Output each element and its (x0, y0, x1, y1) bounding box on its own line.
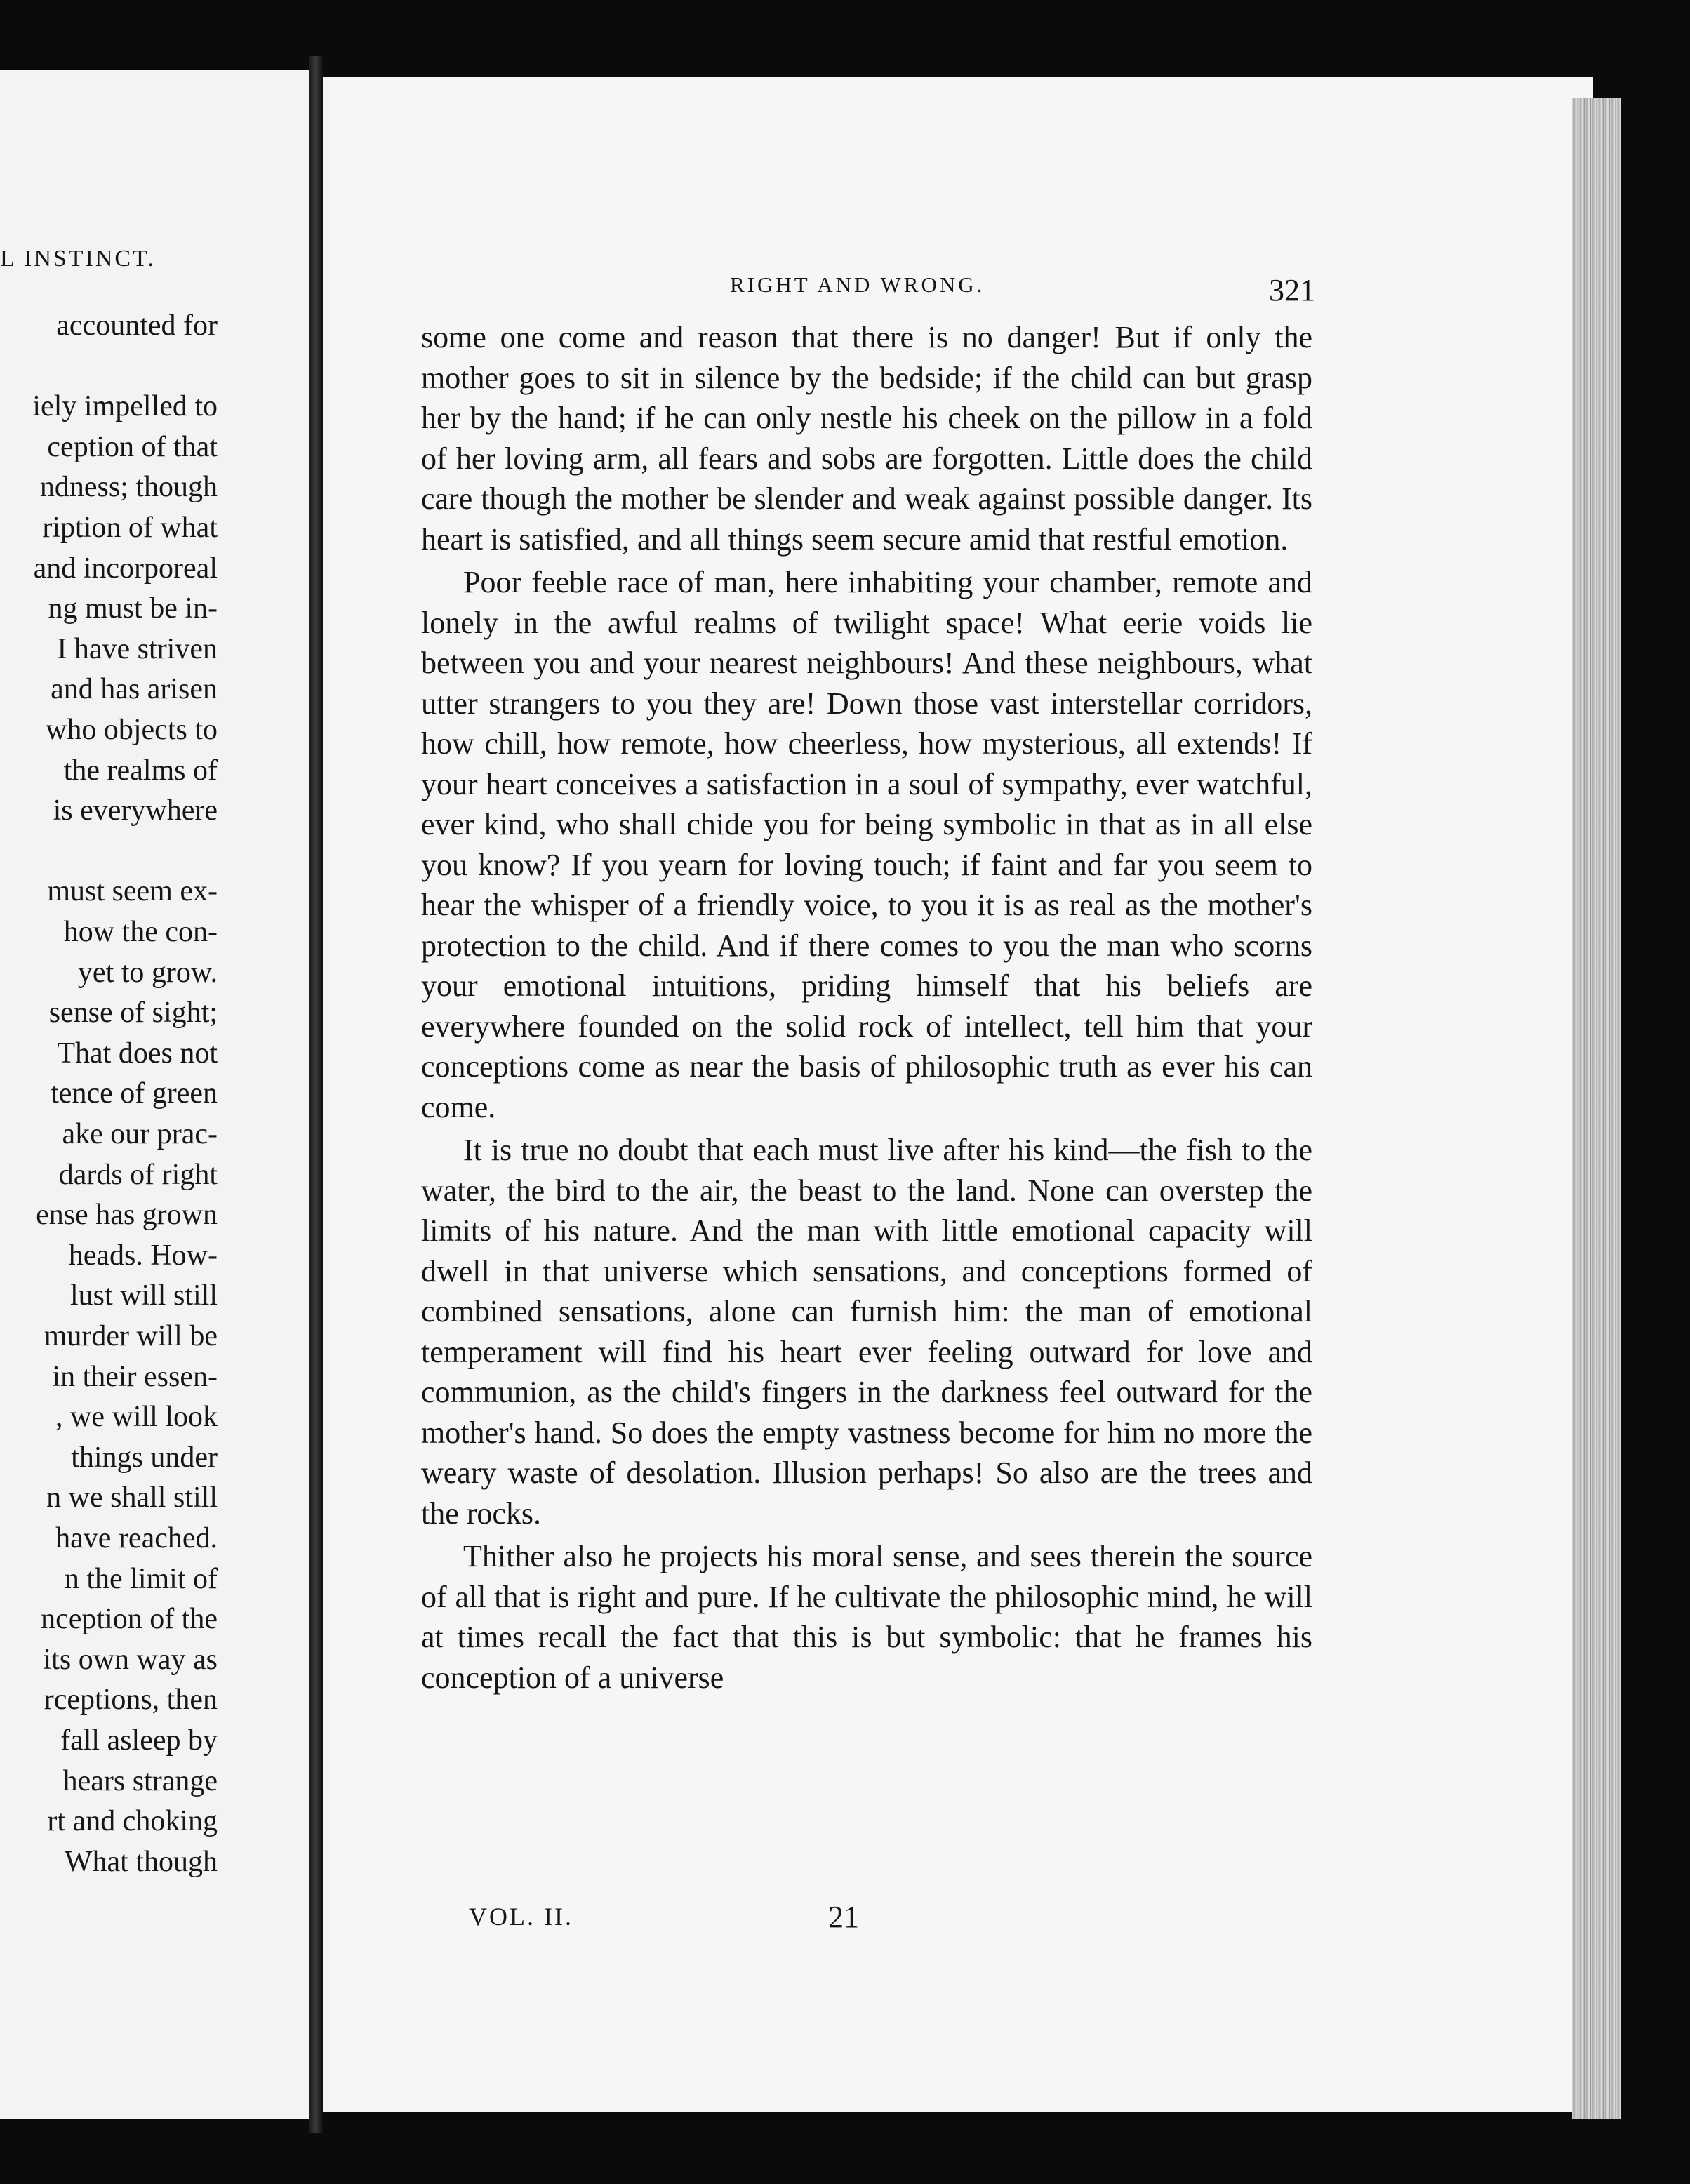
left-page-line: in their essen- (52, 1360, 218, 1393)
left-page-line: ng must be in- (48, 592, 218, 625)
book-gutter (309, 56, 323, 2133)
left-page-line: n the limit of (64, 1562, 218, 1595)
page-edges (1572, 98, 1621, 2119)
paragraph: Thither also he projects his moral sense, and sees therein the source of all that is right and pure. If he cultivate the philosophic mind, he will at times recall the fact that this is but symbolic: that he frames his conception of a universe (421, 1539, 1312, 1695)
left-page-line: must seem ex- (47, 875, 218, 908)
body-text (421, 317, 1312, 1698)
paragraph: some one come and reason that there is no danger! But if only the mother goes to sit in silence by the bedside; if the child can but grasp her by the hand; if he can only nestle his cheek on the pillow in a fold of her loving arm, all fears and sobs are forgotten. Little does the child care though the mother be slender and weak against possible danger. Its heart is satisfied, and all things seem secure amid that restful emotion. (421, 320, 1312, 557)
left-page-line: accounted for (56, 309, 218, 342)
left-page-line: , we will look (55, 1401, 218, 1434)
left-page-line: iely impelled to (32, 390, 218, 423)
left-page-line: n we shall still (46, 1481, 218, 1514)
left-page-line: What though (64, 1845, 218, 1878)
left-page-line: yet to grow. (77, 956, 218, 989)
left-page-line: hears strange (62, 1764, 218, 1797)
paragraph: Poor feeble race of man, here inhabiting your chamber, remote and lonely in the awful realms of twilight space! What eerie voids lie between you and your nearest neighbours! And these neighbours, what utter strangers to you they are! Down those vast interstellar corridors, how chill, how remote, how cheerless, how mysterious, all extends! If your heart conceives a satisfaction in a soul of sympathy, ever watchful, ever kind, who shall chide you for being symbolic in that as in all else you know? If you yearn for loving touch; if faint and far you seem to hear the whisper of a friendly voice, to you it is as real as the mother's protection to the child. And if there comes to you the man who scorns your emotional intuitions, priding himself that his beliefs are everywhere founded on the solid rock of intellect, tell him that your conceptions come as near the basis of philosophic truth as ever his can come. (421, 565, 1312, 1124)
left-page-line: and incorporeal (33, 552, 218, 585)
left-page-line: fall asleep by (60, 1724, 218, 1757)
left-page-line: rt and choking (47, 1805, 218, 1838)
left-page-line: and has arisen (51, 673, 218, 706)
left-page-line: rceptions, then (44, 1684, 218, 1717)
left-page-line: the realms of (63, 754, 218, 787)
left-page-line: is everywhere (53, 794, 218, 827)
left-page (0, 70, 309, 2119)
left-page-line: ense has grown (36, 1199, 218, 1232)
folio-number: 21 (828, 1900, 859, 1934)
left-page-line: heads. How- (68, 1239, 218, 1272)
paragraph: It is true no doubt that each must live after his kind—the fish to the water, the bird to the air, the beast to the land. None can overstep the limits of his nature. And the man with little emotional capacity will dwell in that universe which sensations, and conceptions formed of combined sensations, alone can furnish him: the man of emotional temperament will find his heart ever feeling outward for love and communion, as the child's fingers in the darkness feel outward for the mother's hand. So does the empty vastness become for him no more the weary waste of desolation. Illusion perhaps! So also are the trees and the rocks. (421, 1133, 1312, 1531)
left-page-line: its own way as (43, 1643, 218, 1676)
left-page-line: things under (71, 1441, 218, 1474)
left-page-line: who objects to (46, 714, 218, 746)
left-page-line: nception of the (41, 1603, 218, 1636)
left-page-line: ndness; though (39, 471, 218, 504)
left-page-line: ake our prac- (62, 1118, 218, 1150)
running-head: RIGHT AND WRONG. (730, 272, 985, 297)
left-page-line: tence of green (51, 1077, 218, 1110)
left-page-line: sense of sight; (48, 997, 218, 1030)
page-number: 321 (1269, 273, 1315, 307)
left-page-line: ception of that (47, 430, 218, 463)
left-page-line: how the con- (63, 916, 218, 948)
left-running-head: L INSTINCT. (0, 246, 156, 272)
left-page-line: lust will still (69, 1279, 218, 1312)
signature-mark: VOL. II. (469, 1903, 573, 1931)
left-page-line: murder will be (44, 1320, 218, 1352)
left-page-line: That does not (57, 1037, 218, 1070)
left-page-line: dards of right (58, 1158, 218, 1191)
left-page-line: have reached. (55, 1522, 218, 1554)
left-page-line: ription of what (42, 512, 218, 544)
left-page-line: I have striven (57, 632, 218, 665)
